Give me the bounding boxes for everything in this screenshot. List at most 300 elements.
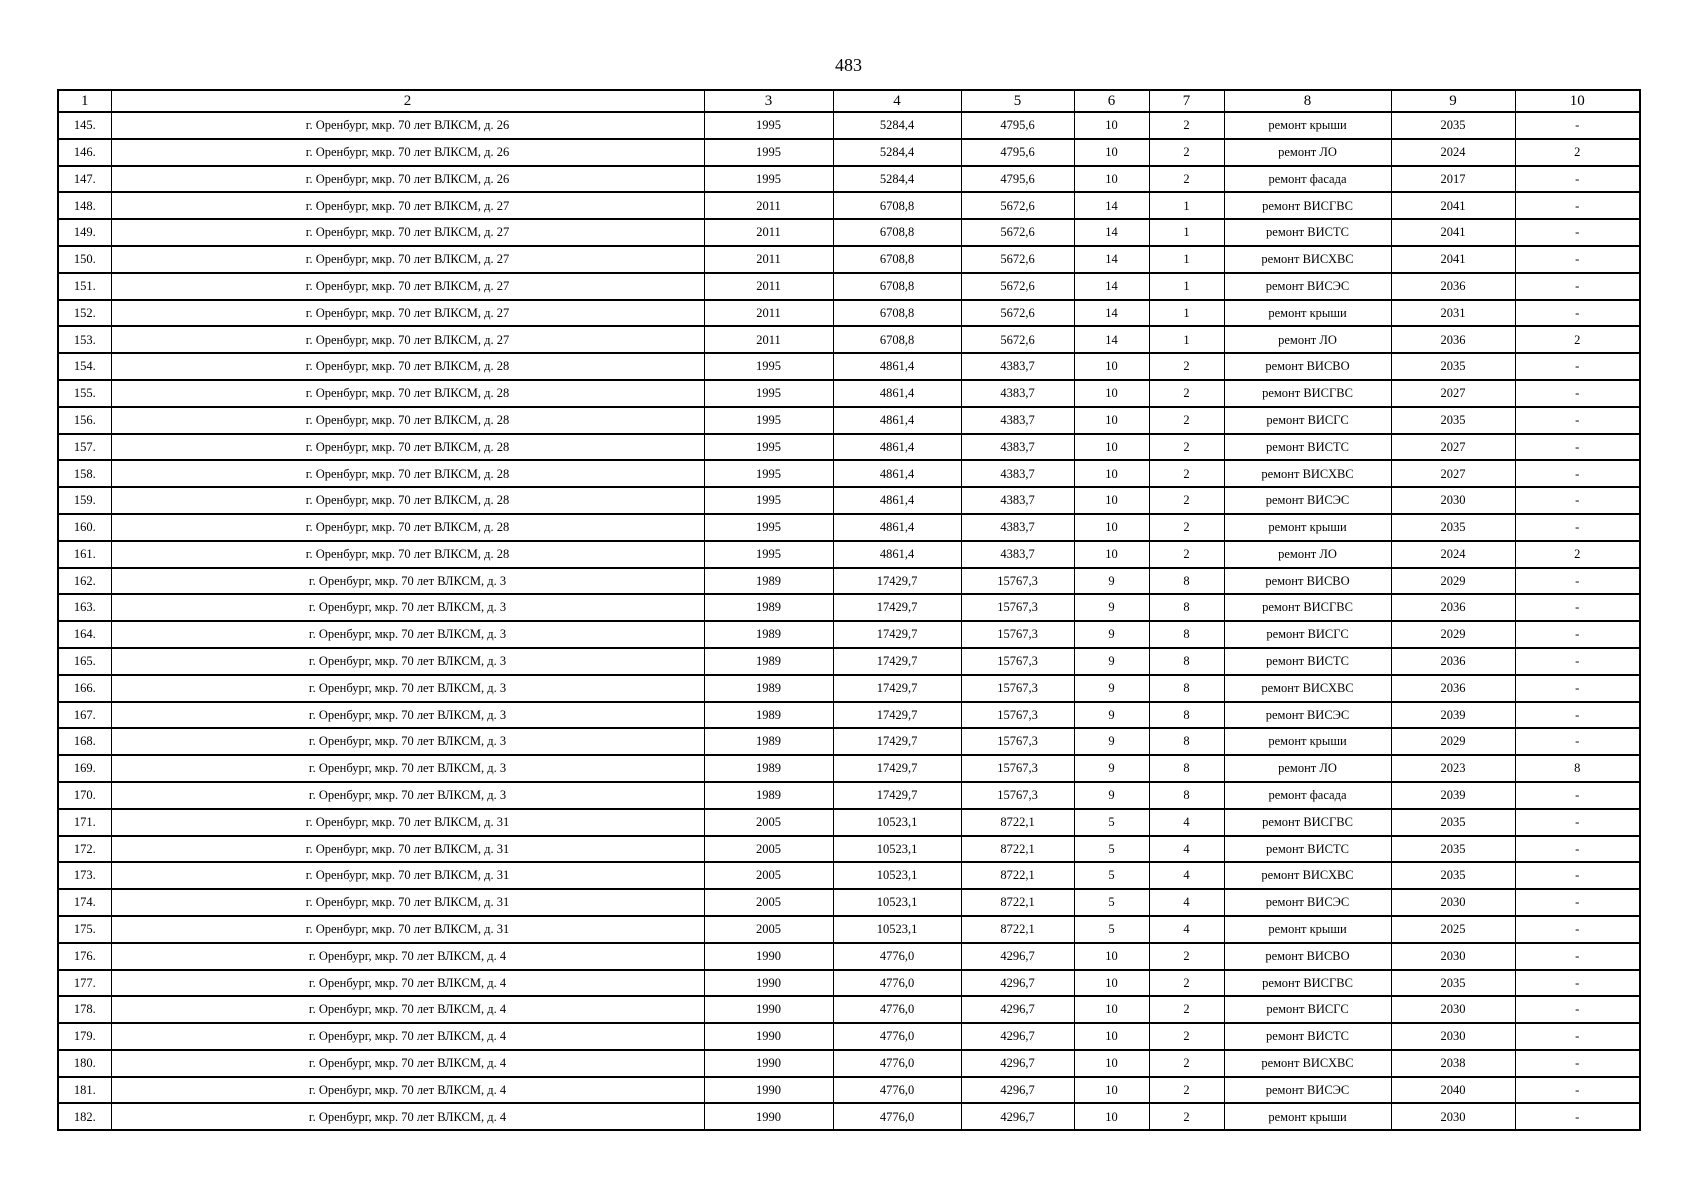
planned-year-cell: 2031 xyxy=(1391,300,1515,327)
build-year-cell: 1995 xyxy=(704,434,833,461)
work-type-cell: ремонт ВИСГВС xyxy=(1224,594,1391,621)
row-number-cell: 161. xyxy=(58,541,111,568)
total-area-cell: 4776,0 xyxy=(833,1050,961,1077)
living-area-cell: 8722,1 xyxy=(961,836,1074,863)
address-cell: г. Оренбург, мкр. 70 лет ВЛКСМ, д. 28 xyxy=(111,353,704,380)
total-area-cell: 4861,4 xyxy=(833,541,961,568)
planned-year-cell: 2035 xyxy=(1391,514,1515,541)
column-10-value-cell: - xyxy=(1515,514,1640,541)
build-year-cell: 2005 xyxy=(704,836,833,863)
column-10-value-cell: - xyxy=(1515,166,1640,193)
total-area-cell: 4861,4 xyxy=(833,514,961,541)
planned-year-cell: 2027 xyxy=(1391,434,1515,461)
work-type-cell: ремонт ВИСЭС xyxy=(1224,487,1391,514)
living-area-cell: 5672,6 xyxy=(961,192,1074,219)
column-10-value-cell: - xyxy=(1515,970,1640,997)
planned-year-cell: 2029 xyxy=(1391,568,1515,595)
work-type-cell: ремонт ВИСГВС xyxy=(1224,192,1391,219)
planned-year-cell: 2041 xyxy=(1391,192,1515,219)
planned-year-cell: 2036 xyxy=(1391,326,1515,353)
planned-year-cell: 2025 xyxy=(1391,916,1515,943)
table-row xyxy=(58,326,1640,353)
entrances-cell: 4 xyxy=(1149,889,1224,916)
entrances-cell: 2 xyxy=(1149,434,1224,461)
floors-cell: 10 xyxy=(1074,1023,1149,1050)
row-number-cell: 154. xyxy=(58,353,111,380)
work-type-cell: ремонт ВИСЭС xyxy=(1224,273,1391,300)
address-cell: г. Оренбург, мкр. 70 лет ВЛКСМ, д. 27 xyxy=(111,326,704,353)
living-area-cell: 8722,1 xyxy=(961,809,1074,836)
living-area-cell: 15767,3 xyxy=(961,702,1074,729)
column-10-value-cell: - xyxy=(1515,889,1640,916)
entrances-cell: 2 xyxy=(1149,166,1224,193)
build-year-cell: 1989 xyxy=(704,621,833,648)
planned-year-cell: 2036 xyxy=(1391,648,1515,675)
planned-year-cell: 2036 xyxy=(1391,594,1515,621)
work-type-cell: ремонт крыши xyxy=(1224,916,1391,943)
column-10-value-cell: - xyxy=(1515,1023,1640,1050)
row-number-cell: 181. xyxy=(58,1077,111,1104)
column-10-value-cell: - xyxy=(1515,648,1640,675)
entrances-cell: 8 xyxy=(1149,648,1224,675)
living-area-cell: 15767,3 xyxy=(961,675,1074,702)
total-area-cell: 6708,8 xyxy=(833,300,961,327)
living-area-cell: 8722,1 xyxy=(961,889,1074,916)
total-area-cell: 17429,7 xyxy=(833,782,961,809)
floors-cell: 9 xyxy=(1074,702,1149,729)
table-row xyxy=(58,889,1640,916)
entrances-cell: 8 xyxy=(1149,782,1224,809)
planned-year-cell: 2035 xyxy=(1391,970,1515,997)
total-area-cell: 4861,4 xyxy=(833,460,961,487)
planned-year-cell: 2027 xyxy=(1391,460,1515,487)
table-row xyxy=(58,219,1640,246)
entrances-cell: 2 xyxy=(1149,1050,1224,1077)
planned-year-cell: 2029 xyxy=(1391,728,1515,755)
entrances-cell: 1 xyxy=(1149,246,1224,273)
column-10-value-cell: - xyxy=(1515,675,1640,702)
work-type-cell: ремонт ВИСГВС xyxy=(1224,380,1391,407)
row-number-cell: 172. xyxy=(58,836,111,863)
table-row xyxy=(58,862,1640,889)
work-type-cell: ремонт крыши xyxy=(1224,728,1391,755)
entrances-cell: 4 xyxy=(1149,836,1224,863)
address-cell: г. Оренбург, мкр. 70 лет ВЛКСМ, д. 26 xyxy=(111,166,704,193)
planned-year-cell: 2039 xyxy=(1391,782,1515,809)
build-year-cell: 1995 xyxy=(704,514,833,541)
entrances-cell: 8 xyxy=(1149,594,1224,621)
column-10-value-cell: - xyxy=(1515,1077,1640,1104)
column-header-4: 4 xyxy=(833,90,961,112)
entrances-cell: 1 xyxy=(1149,273,1224,300)
work-type-cell: ремонт ВИСТС xyxy=(1224,1023,1391,1050)
column-10-value-cell: - xyxy=(1515,460,1640,487)
floors-cell: 14 xyxy=(1074,273,1149,300)
address-cell: г. Оренбург, мкр. 70 лет ВЛКСМ, д. 26 xyxy=(111,139,704,166)
work-type-cell: ремонт ВИСГС xyxy=(1224,996,1391,1023)
address-cell: г. Оренбург, мкр. 70 лет ВЛКСМ, д. 27 xyxy=(111,192,704,219)
planned-year-cell: 2035 xyxy=(1391,112,1515,139)
living-area-cell: 4383,7 xyxy=(961,541,1074,568)
total-area-cell: 6708,8 xyxy=(833,219,961,246)
row-number-cell: 158. xyxy=(58,460,111,487)
build-year-cell: 1989 xyxy=(704,728,833,755)
total-area-cell: 4776,0 xyxy=(833,1077,961,1104)
build-year-cell: 1989 xyxy=(704,755,833,782)
column-10-value-cell: - xyxy=(1515,192,1640,219)
floors-cell: 14 xyxy=(1074,246,1149,273)
planned-year-cell: 2030 xyxy=(1391,943,1515,970)
row-number-cell: 177. xyxy=(58,970,111,997)
row-number-cell: 169. xyxy=(58,755,111,782)
table-row xyxy=(58,166,1640,193)
entrances-cell: 2 xyxy=(1149,112,1224,139)
row-number-cell: 151. xyxy=(58,273,111,300)
work-type-cell: ремонт ЛО xyxy=(1224,139,1391,166)
row-number-cell: 147. xyxy=(58,166,111,193)
living-area-cell: 4296,7 xyxy=(961,970,1074,997)
entrances-cell: 2 xyxy=(1149,353,1224,380)
address-cell: г. Оренбург, мкр. 70 лет ВЛКСМ, д. 3 xyxy=(111,755,704,782)
entrances-cell: 2 xyxy=(1149,943,1224,970)
total-area-cell: 6708,8 xyxy=(833,192,961,219)
living-area-cell: 8722,1 xyxy=(961,862,1074,889)
build-year-cell: 1990 xyxy=(704,996,833,1023)
row-number-cell: 174. xyxy=(58,889,111,916)
table-row xyxy=(58,648,1640,675)
table-row xyxy=(58,353,1640,380)
column-10-value-cell: 2 xyxy=(1515,326,1640,353)
total-area-cell: 4861,4 xyxy=(833,487,961,514)
living-area-cell: 4383,7 xyxy=(961,434,1074,461)
column-10-value-cell: - xyxy=(1515,996,1640,1023)
column-10-value-cell: - xyxy=(1515,568,1640,595)
build-year-cell: 1995 xyxy=(704,112,833,139)
living-area-cell: 4383,7 xyxy=(961,380,1074,407)
total-area-cell: 10523,1 xyxy=(833,862,961,889)
column-10-value-cell: - xyxy=(1515,112,1640,139)
planned-year-cell: 2024 xyxy=(1391,139,1515,166)
total-area-cell: 6708,8 xyxy=(833,273,961,300)
total-area-cell: 10523,1 xyxy=(833,809,961,836)
total-area-cell: 4776,0 xyxy=(833,1103,961,1130)
living-area-cell: 4296,7 xyxy=(961,943,1074,970)
build-year-cell: 1995 xyxy=(704,139,833,166)
header-row xyxy=(58,90,1640,112)
table-row xyxy=(58,541,1640,568)
planned-year-cell: 2041 xyxy=(1391,219,1515,246)
living-area-cell: 15767,3 xyxy=(961,648,1074,675)
address-cell: г. Оренбург, мкр. 70 лет ВЛКСМ, д. 26 xyxy=(111,112,704,139)
column-10-value-cell: - xyxy=(1515,594,1640,621)
address-cell: г. Оренбург, мкр. 70 лет ВЛКСМ, д. 31 xyxy=(111,836,704,863)
work-type-cell: ремонт ВИСЭС xyxy=(1224,889,1391,916)
planned-year-cell: 2041 xyxy=(1391,246,1515,273)
column-header-5: 5 xyxy=(961,90,1074,112)
build-year-cell: 2011 xyxy=(704,192,833,219)
planned-year-cell: 2040 xyxy=(1391,1077,1515,1104)
total-area-cell: 17429,7 xyxy=(833,594,961,621)
row-number-cell: 146. xyxy=(58,139,111,166)
work-type-cell: ремонт ВИСВО xyxy=(1224,353,1391,380)
row-number-cell: 160. xyxy=(58,514,111,541)
entrances-cell: 2 xyxy=(1149,460,1224,487)
entrances-cell: 4 xyxy=(1149,809,1224,836)
table-row xyxy=(58,1023,1640,1050)
work-type-cell: ремонт ВИСВО xyxy=(1224,943,1391,970)
row-number-cell: 150. xyxy=(58,246,111,273)
total-area-cell: 10523,1 xyxy=(833,916,961,943)
planned-year-cell: 2029 xyxy=(1391,621,1515,648)
total-area-cell: 6708,8 xyxy=(833,326,961,353)
work-type-cell: ремонт ВИСТС xyxy=(1224,219,1391,246)
total-area-cell: 17429,7 xyxy=(833,728,961,755)
column-10-value-cell: - xyxy=(1515,353,1640,380)
address-cell: г. Оренбург, мкр. 70 лет ВЛКСМ, д. 28 xyxy=(111,514,704,541)
living-area-cell: 4296,7 xyxy=(961,1077,1074,1104)
entrances-cell: 2 xyxy=(1149,1077,1224,1104)
living-area-cell: 5672,6 xyxy=(961,326,1074,353)
entrances-cell: 2 xyxy=(1149,541,1224,568)
address-cell: г. Оренбург, мкр. 70 лет ВЛКСМ, д. 3 xyxy=(111,702,704,729)
row-number-cell: 182. xyxy=(58,1103,111,1130)
work-type-cell: ремонт крыши xyxy=(1224,112,1391,139)
column-10-value-cell: - xyxy=(1515,380,1640,407)
work-type-cell: ремонт крыши xyxy=(1224,1103,1391,1130)
floors-cell: 9 xyxy=(1074,755,1149,782)
column-10-value-cell: - xyxy=(1515,782,1640,809)
entrances-cell: 8 xyxy=(1149,728,1224,755)
column-10-value-cell: - xyxy=(1515,219,1640,246)
row-number-cell: 148. xyxy=(58,192,111,219)
column-10-value-cell: - xyxy=(1515,487,1640,514)
build-year-cell: 2005 xyxy=(704,862,833,889)
total-area-cell: 5284,4 xyxy=(833,139,961,166)
address-cell: г. Оренбург, мкр. 70 лет ВЛКСМ, д. 3 xyxy=(111,728,704,755)
table-row xyxy=(58,300,1640,327)
floors-cell: 10 xyxy=(1074,1103,1149,1130)
floors-cell: 9 xyxy=(1074,728,1149,755)
floors-cell: 10 xyxy=(1074,407,1149,434)
row-number-cell: 162. xyxy=(58,568,111,595)
table-row xyxy=(58,380,1640,407)
entrances-cell: 2 xyxy=(1149,1023,1224,1050)
planned-year-cell: 2030 xyxy=(1391,889,1515,916)
total-area-cell: 17429,7 xyxy=(833,675,961,702)
total-area-cell: 4776,0 xyxy=(833,943,961,970)
total-area-cell: 4776,0 xyxy=(833,1023,961,1050)
floors-cell: 9 xyxy=(1074,568,1149,595)
column-10-value-cell: - xyxy=(1515,1103,1640,1130)
floors-cell: 10 xyxy=(1074,541,1149,568)
column-10-value-cell: - xyxy=(1515,702,1640,729)
build-year-cell: 2005 xyxy=(704,889,833,916)
work-type-cell: ремонт ВИСТС xyxy=(1224,836,1391,863)
total-area-cell: 6708,8 xyxy=(833,246,961,273)
column-10-value-cell: - xyxy=(1515,943,1640,970)
row-number-cell: 170. xyxy=(58,782,111,809)
planned-year-cell: 2030 xyxy=(1391,1023,1515,1050)
build-year-cell: 1995 xyxy=(704,166,833,193)
living-area-cell: 4795,6 xyxy=(961,166,1074,193)
entrances-cell: 2 xyxy=(1149,139,1224,166)
address-cell: г. Оренбург, мкр. 70 лет ВЛКСМ, д. 27 xyxy=(111,246,704,273)
address-cell: г. Оренбург, мкр. 70 лет ВЛКСМ, д. 31 xyxy=(111,916,704,943)
build-year-cell: 1989 xyxy=(704,648,833,675)
column-10-value-cell: - xyxy=(1515,728,1640,755)
living-area-cell: 5672,6 xyxy=(961,273,1074,300)
column-10-value-cell: 8 xyxy=(1515,755,1640,782)
work-type-cell: ремонт ВИСГВС xyxy=(1224,970,1391,997)
address-cell: г. Оренбург, мкр. 70 лет ВЛКСМ, д. 4 xyxy=(111,943,704,970)
build-year-cell: 1989 xyxy=(704,702,833,729)
living-area-cell: 4296,7 xyxy=(961,1050,1074,1077)
row-number-cell: 168. xyxy=(58,728,111,755)
table-row xyxy=(58,782,1640,809)
total-area-cell: 17429,7 xyxy=(833,648,961,675)
address-cell: г. Оренбург, мкр. 70 лет ВЛКСМ, д. 3 xyxy=(111,675,704,702)
total-area-cell: 17429,7 xyxy=(833,621,961,648)
row-number-cell: 152. xyxy=(58,300,111,327)
address-cell: г. Оренбург, мкр. 70 лет ВЛКСМ, д. 3 xyxy=(111,621,704,648)
row-number-cell: 166. xyxy=(58,675,111,702)
build-year-cell: 1995 xyxy=(704,460,833,487)
row-number-cell: 145. xyxy=(58,112,111,139)
work-type-cell: ремонт крыши xyxy=(1224,300,1391,327)
table-row xyxy=(58,460,1640,487)
build-year-cell: 1990 xyxy=(704,1023,833,1050)
table-row xyxy=(58,943,1640,970)
work-type-cell: ремонт ВИСГС xyxy=(1224,621,1391,648)
floors-cell: 10 xyxy=(1074,166,1149,193)
address-cell: г. Оренбург, мкр. 70 лет ВЛКСМ, д. 31 xyxy=(111,889,704,916)
living-area-cell: 4296,7 xyxy=(961,996,1074,1023)
floors-cell: 10 xyxy=(1074,514,1149,541)
column-header-9: 9 xyxy=(1391,90,1515,112)
living-area-cell: 15767,3 xyxy=(961,755,1074,782)
entrances-cell: 8 xyxy=(1149,568,1224,595)
build-year-cell: 1995 xyxy=(704,487,833,514)
work-type-cell: ремонт крыши xyxy=(1224,514,1391,541)
total-area-cell: 4776,0 xyxy=(833,970,961,997)
floors-cell: 10 xyxy=(1074,1077,1149,1104)
table-row xyxy=(58,246,1640,273)
floors-cell: 5 xyxy=(1074,809,1149,836)
address-cell: г. Оренбург, мкр. 70 лет ВЛКСМ, д. 27 xyxy=(111,273,704,300)
table-row xyxy=(58,273,1640,300)
address-cell: г. Оренбург, мкр. 70 лет ВЛКСМ, д. 4 xyxy=(111,970,704,997)
build-year-cell: 1995 xyxy=(704,407,833,434)
row-number-cell: 171. xyxy=(58,809,111,836)
entrances-cell: 2 xyxy=(1149,487,1224,514)
work-type-cell: ремонт ЛО xyxy=(1224,541,1391,568)
build-year-cell: 1989 xyxy=(704,594,833,621)
build-year-cell: 1989 xyxy=(704,675,833,702)
entrances-cell: 1 xyxy=(1149,300,1224,327)
work-type-cell: ремонт ВИСГС xyxy=(1224,407,1391,434)
floors-cell: 10 xyxy=(1074,970,1149,997)
total-area-cell: 17429,7 xyxy=(833,755,961,782)
work-type-cell: ремонт ВИСТС xyxy=(1224,434,1391,461)
total-area-cell: 4861,4 xyxy=(833,353,961,380)
planned-year-cell: 2035 xyxy=(1391,407,1515,434)
floors-cell: 10 xyxy=(1074,353,1149,380)
address-cell: г. Оренбург, мкр. 70 лет ВЛКСМ, д. 28 xyxy=(111,487,704,514)
address-cell: г. Оренбург, мкр. 70 лет ВЛКСМ, д. 28 xyxy=(111,407,704,434)
total-area-cell: 4776,0 xyxy=(833,996,961,1023)
table-row xyxy=(58,487,1640,514)
column-header-6: 6 xyxy=(1074,90,1149,112)
build-year-cell: 1990 xyxy=(704,1050,833,1077)
column-10-value-cell: 2 xyxy=(1515,139,1640,166)
work-type-cell: ремонт ВИСХВС xyxy=(1224,675,1391,702)
build-year-cell: 1990 xyxy=(704,1077,833,1104)
column-10-value-cell: - xyxy=(1515,407,1640,434)
build-year-cell: 1990 xyxy=(704,943,833,970)
living-area-cell: 8722,1 xyxy=(961,916,1074,943)
floors-cell: 10 xyxy=(1074,487,1149,514)
floors-cell: 10 xyxy=(1074,460,1149,487)
table-row xyxy=(58,1103,1640,1130)
living-area-cell: 4795,6 xyxy=(961,112,1074,139)
address-cell: г. Оренбург, мкр. 70 лет ВЛКСМ, д. 27 xyxy=(111,300,704,327)
column-header-7: 7 xyxy=(1149,90,1224,112)
entrances-cell: 1 xyxy=(1149,219,1224,246)
total-area-cell: 4861,4 xyxy=(833,434,961,461)
table-row xyxy=(58,192,1640,219)
row-number-cell: 149. xyxy=(58,219,111,246)
entrances-cell: 2 xyxy=(1149,970,1224,997)
entrances-cell: 1 xyxy=(1149,326,1224,353)
table-row xyxy=(58,1077,1640,1104)
entrances-cell: 8 xyxy=(1149,621,1224,648)
row-number-cell: 159. xyxy=(58,487,111,514)
column-10-value-cell: - xyxy=(1515,273,1640,300)
floors-cell: 5 xyxy=(1074,916,1149,943)
living-area-cell: 4383,7 xyxy=(961,353,1074,380)
column-10-value-cell: - xyxy=(1515,809,1640,836)
floors-cell: 14 xyxy=(1074,219,1149,246)
planned-year-cell: 2039 xyxy=(1391,702,1515,729)
row-number-cell: 153. xyxy=(58,326,111,353)
row-number-cell: 180. xyxy=(58,1050,111,1077)
planned-year-cell: 2030 xyxy=(1391,996,1515,1023)
living-area-cell: 15767,3 xyxy=(961,728,1074,755)
planned-year-cell: 2035 xyxy=(1391,862,1515,889)
planned-year-cell: 2030 xyxy=(1391,1103,1515,1130)
floors-cell: 10 xyxy=(1074,139,1149,166)
work-type-cell: ремонт ВИСТС xyxy=(1224,648,1391,675)
floors-cell: 9 xyxy=(1074,675,1149,702)
column-10-value-cell: - xyxy=(1515,916,1640,943)
column-header-8: 8 xyxy=(1224,90,1391,112)
floors-cell: 9 xyxy=(1074,594,1149,621)
address-cell: г. Оренбург, мкр. 70 лет ВЛКСМ, д. 28 xyxy=(111,434,704,461)
address-cell: г. Оренбург, мкр. 70 лет ВЛКСМ, д. 31 xyxy=(111,862,704,889)
column-10-value-cell: - xyxy=(1515,621,1640,648)
total-area-cell: 10523,1 xyxy=(833,889,961,916)
floors-cell: 10 xyxy=(1074,112,1149,139)
table-header xyxy=(58,90,1640,112)
floors-cell: 10 xyxy=(1074,996,1149,1023)
floors-cell: 14 xyxy=(1074,300,1149,327)
entrances-cell: 8 xyxy=(1149,755,1224,782)
planned-year-cell: 2038 xyxy=(1391,1050,1515,1077)
entrances-cell: 8 xyxy=(1149,675,1224,702)
planned-year-cell: 2030 xyxy=(1391,487,1515,514)
planned-year-cell: 2035 xyxy=(1391,809,1515,836)
planned-year-cell: 2024 xyxy=(1391,541,1515,568)
